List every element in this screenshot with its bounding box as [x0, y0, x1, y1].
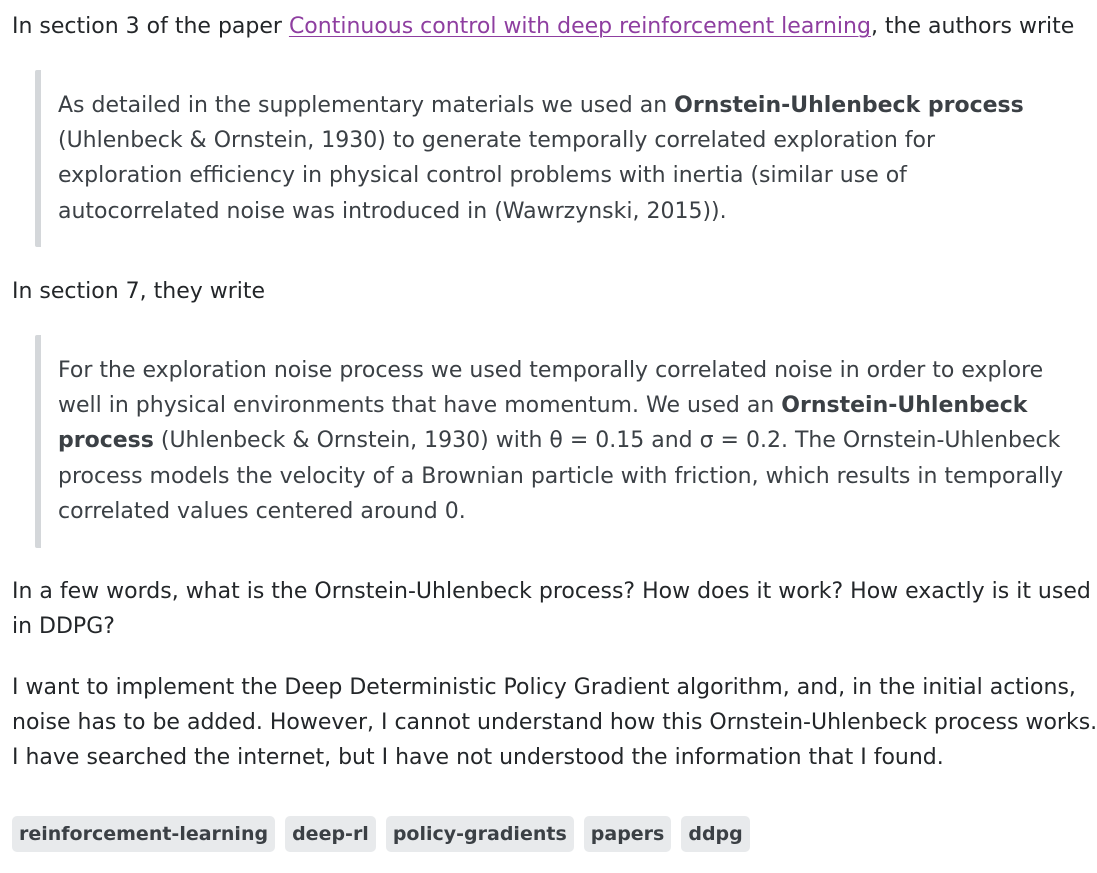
quote2-bold-term-part2: process — [58, 428, 154, 454]
quote2-line2-text: well in physical environments that have momentum. We used an — [58, 393, 782, 419]
paper-link[interactable]: Continuous control with deep reinforcement learning — [288, 14, 871, 39]
question-line1: In a few words, what is the Ornstein-Uhlenbeck process? How does it work? How exactly is it used — [12, 579, 1091, 604]
blockquote-section7-text — [58, 335, 1064, 529]
context-line2: noise has to be added. However, I cannot understand how this Ornstein-Uhlenbeck process works. — [12, 710, 1097, 736]
quote1-line1 — [58, 88, 1031, 123]
tag-policy-gradients[interactable]: policy-gradients — [386, 816, 574, 852]
quote2-bold-term-part1: Ornstein-Uhlenbeck — [781, 393, 1028, 419]
blockquote-section3 — [35, 70, 1031, 247]
tag-ddpg[interactable]: ddpg — [681, 816, 749, 852]
intro-text-after: , the authors write — [870, 14, 1075, 39]
context-line3: I have searched the internet, but I have not understood the information that I found. — [12, 745, 944, 771]
quote2-line3 — [58, 423, 1061, 458]
blockquote-section7 — [35, 335, 1064, 548]
tag-reinforcement-learning[interactable]: reinforcement-learning — [12, 816, 275, 852]
section7-paragraph — [12, 274, 1032, 309]
quote1-bold-term: Ornstein-Uhlenbeck process — [674, 93, 1024, 118]
tag-papers[interactable]: papers — [584, 816, 672, 852]
section7-text: In section 7, they write — [12, 279, 266, 304]
quote1-line4: autocorrelated noise was introduced in (Wawrzynski, 2015)). — [58, 198, 727, 224]
context-paragraph — [12, 670, 1097, 776]
quote2-line5: correlated values centered around 0. — [58, 498, 466, 524]
intro-text-before: In section 3 of the paper — [12, 14, 289, 39]
tag-deep-rl[interactable]: deep-rl — [285, 816, 376, 852]
quote2-line2 — [58, 388, 1031, 423]
quote2-line3-text: (Uhlenbeck & Ornstein, 1930) with θ = 0.15 and σ = 0.2. The Ornstein-Uhlenbeck — [153, 428, 1061, 454]
blockquote-section3-text — [58, 70, 1031, 229]
question-paragraph — [12, 574, 1091, 644]
quote1-line1-text: As detailed in the supplementary materials we used an — [58, 93, 675, 118]
intro-line — [12, 9, 1075, 44]
quote2-line4: process models the velocity of a Brownian particle with friction, which results in temporally — [58, 463, 1064, 489]
tag-list — [12, 816, 750, 852]
quote2-line1: For the exploration noise process we used temporally correlated noise in order to explore — [58, 358, 1044, 383]
quote1-line3: exploration efficiency in physical control problems with inertia (similar use of — [58, 163, 907, 189]
intro-paragraph — [12, 9, 1075, 44]
context-line1: I want to implement the Deep Deterministic Policy Gradient algorithm, and, in the initial actions, — [12, 675, 1076, 700]
quote1-line2: (Uhlenbeck & Ornstein, 1930) to generate temporally correlated exploration for — [58, 128, 936, 154]
question-line2: in DDPG? — [12, 614, 115, 640]
